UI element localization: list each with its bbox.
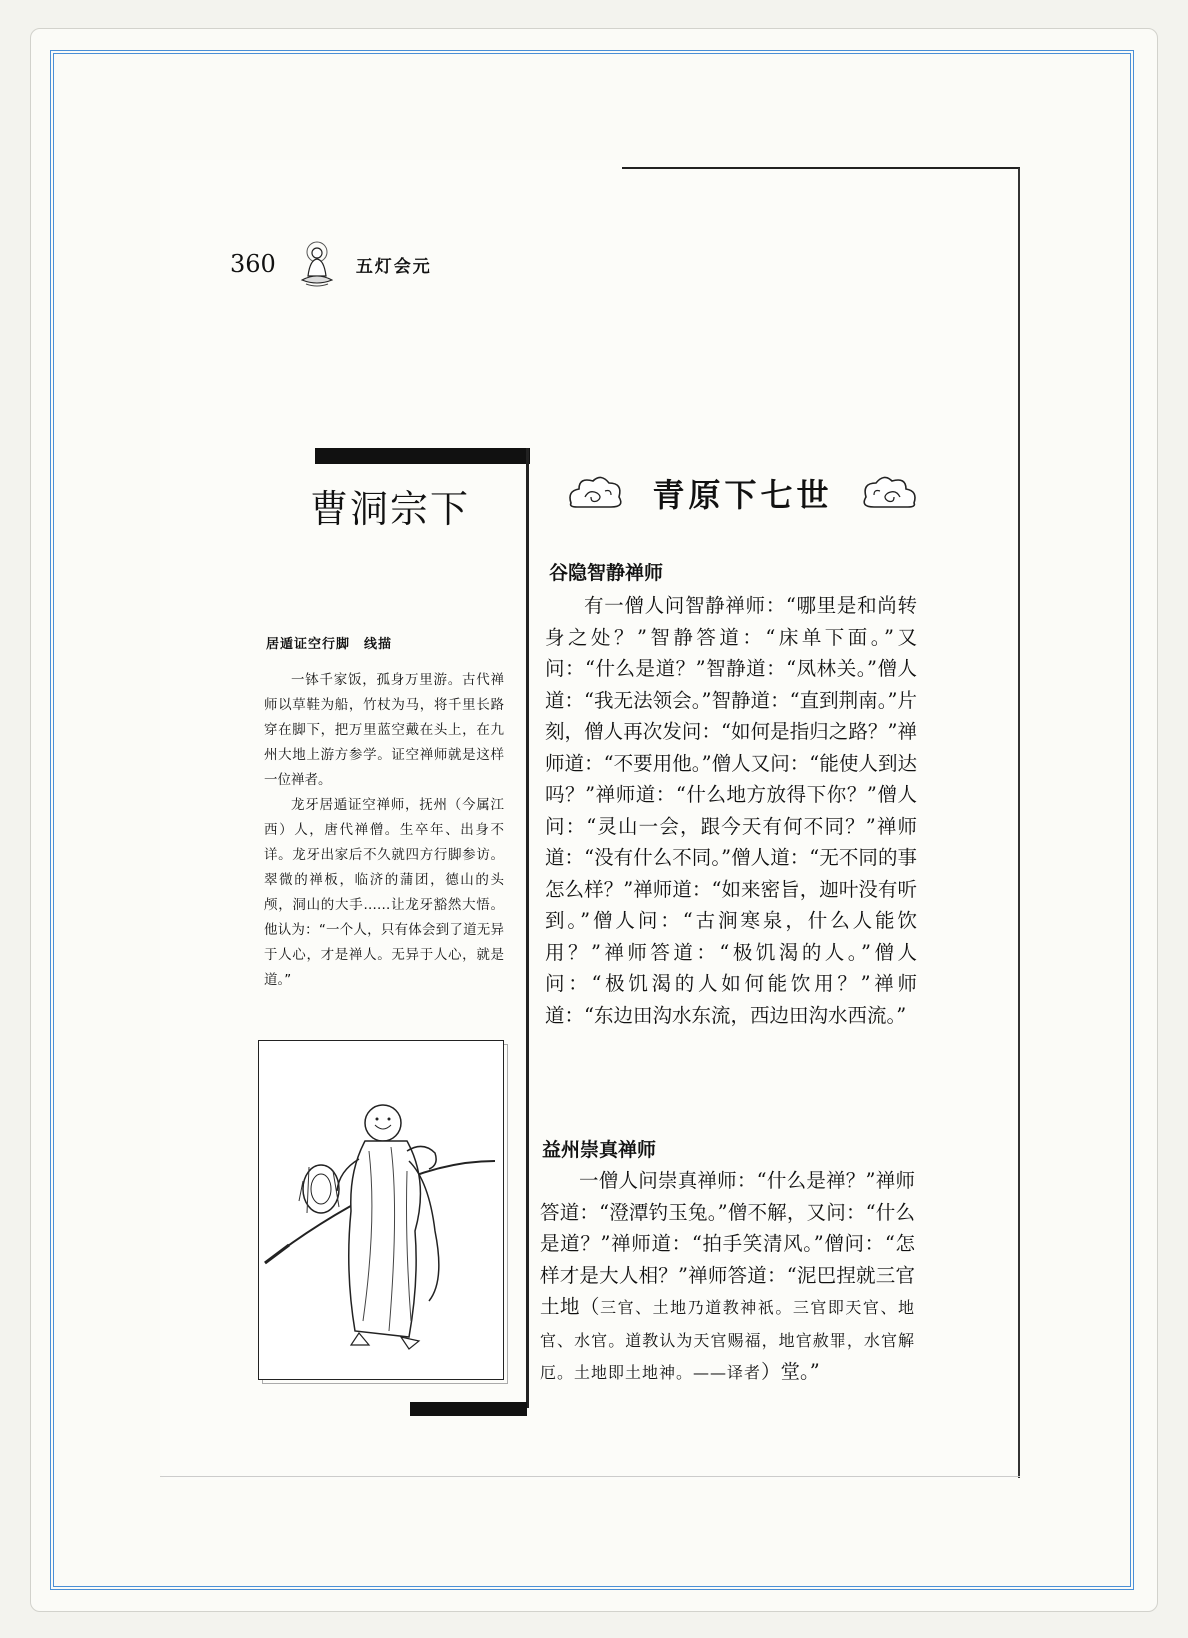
- sidebar-bottom-rule: [410, 1402, 527, 1416]
- sidebar-paragraph: 一钵千家饭，孤身万里游。古代禅师以草鞋为船，竹杖为马，将千里长路穿在脚下，把万里蓝空戴在头上，在九州大地上游方参学。证空禅师就是这样一位禅者。: [264, 672, 504, 788]
- section-body: [545, 590, 917, 1031]
- page-edge-bottom: [160, 1476, 1020, 1477]
- running-header: [230, 240, 432, 288]
- auspicious-cloud-icon: [565, 471, 627, 515]
- translator-note: 三官、土地乃道教神祇。三官即天官、地官、水官。道教认为天官赐福，地官赦罪，水官解厄。土地即土地神。——译者: [540, 1298, 915, 1382]
- section-body: [540, 1165, 915, 1389]
- page-edge-top: [622, 167, 1020, 169]
- monk-illustration: [258, 1040, 504, 1380]
- book-title: 五灯会元: [355, 256, 432, 277]
- chapter-heading: [565, 465, 920, 521]
- section-paragraph: [540, 1165, 915, 1389]
- page-edge-right: [1018, 168, 1020, 1478]
- wandering-monk-icon: [259, 1041, 503, 1379]
- paragraph-text: ）堂。”: [761, 1360, 820, 1383]
- sidebar-paragraph: 龙牙居遁证空禅师，抚州（今属江西）人，唐代禅僧。生卒年、出身不详。龙牙出家后不久就四方行脚参访。翠微的禅板，临济的蒲团，德山的头颅，洞山的大手……让龙牙豁然大悟。他认为：“一个人，只有体会到了道无异于人心，才是禅人。无异于人心，就是道。”: [264, 797, 504, 988]
- sidebar-text: [264, 668, 504, 993]
- buddha-icon: [296, 240, 338, 288]
- sidebar-top-rule: [315, 448, 530, 464]
- section-heading: 谷隐智静禅师: [549, 562, 664, 584]
- auspicious-cloud-icon: [858, 471, 920, 515]
- sidebar-title: 曹洞宗下: [310, 487, 471, 531]
- chapter-title: 青原下七世: [652, 476, 833, 514]
- paragraph-text: 一僧人问崇真禅师：“什么是禅？”禅师答道：“澄潭钓玉兔。”僧不解，又问：“什么是道？”禅师道：“拍手笑清风。”僧问：“怎样才是大人相？”禅师答道：“泥巴捏就三官土地（: [540, 1169, 915, 1318]
- section-heading: 益州崇真禅师: [542, 1139, 657, 1161]
- illustration-caption: 居遁证空行脚 线描: [266, 637, 393, 652]
- sidebar-vertical-rule: [526, 448, 529, 1408]
- section-paragraph: 有一僧人问智静禅师：“哪里是和尚转身之处？”智静答道：“床单下面。”又问：“什么是道？”智静道：“凤林关。”僧人道：“我无法领会。”智静道：“直到荆南。”片刻，僧人再次发问：“如何是指归之路？”禅师道：“不要用他。”僧人又问：“能使人到达吗？”禅师道：“什么地方放得下你？”僧人问：“灵山一会，跟今天有何不同？”禅师道：“没有什么不同。”僧人道：“无不同的事怎么样？”禅师道：“如来密旨，迦叶没有听到。”僧人问：“古涧寒泉，什么人能饮用？”禅师答道：“极饥渴的人。”僧人问：“极饥渴的人如何能饮用？”禅师道：“东边田沟水东流，西边田沟水西流。”: [545, 594, 917, 1027]
- page-number: 360: [230, 250, 276, 278]
